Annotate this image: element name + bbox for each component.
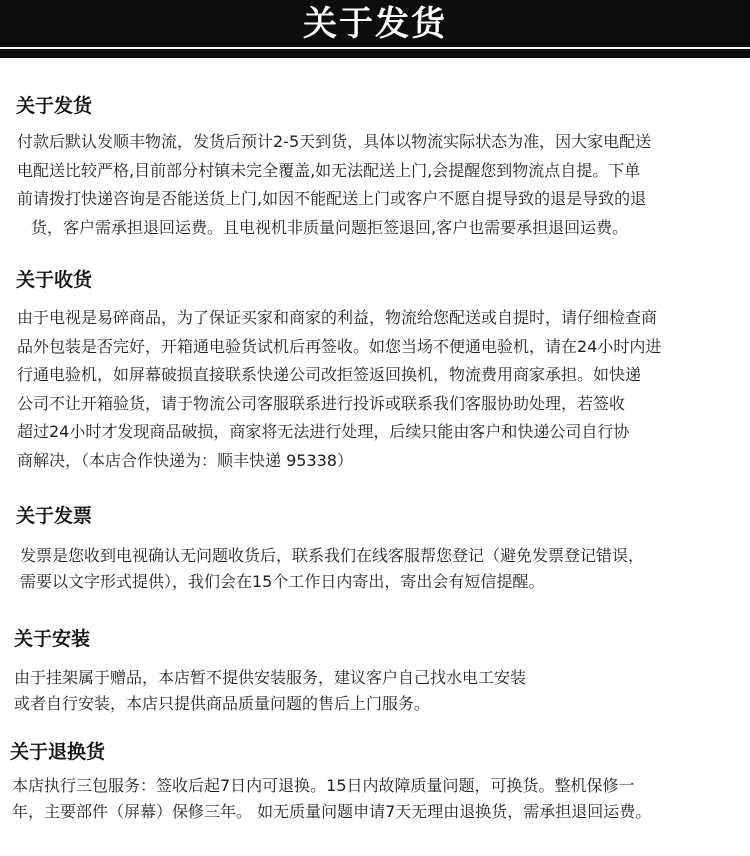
text-line: 付款后默认发顺丰物流，发货后预计2-5天到货，具体以物流实际状态为准，因大家电配送 — [17, 132, 652, 151]
header-banner — [0, 0, 750, 58]
text-line: 由于挂架属于赠品，本店暂不提供安装服务，建议客户自己找水电工安装 — [14, 668, 527, 687]
text-line: 品外包装是否完好，开箱通电验货试机后再签收。如您当场不便通电验机，请在24小时内进 — [17, 336, 662, 356]
text-line: 年，主要部件（屏幕）保修三年。 如无质量问题申请7天无理由退换货，需承担退回运费。 — [12, 802, 652, 821]
installation-heading: 关于安装 — [14, 628, 91, 650]
text-line: 行通电验机，如屏幕破损直接联系快递公司改拒签返回换机，物流费用商家承担。如快递 — [17, 365, 642, 385]
banner-underline — [0, 47, 750, 49]
invoice-heading: 关于发票 — [16, 505, 93, 527]
text-line: 或者自行安装，本店只提供商品质量问题的售后上门服务。 — [14, 694, 431, 713]
invoice-text — [20, 543, 644, 595]
text-line: 电配送比较严格,目前部分村镇未完全覆盖,如无法配送上门,会提醒您到物流点自提。下单 — [17, 160, 641, 180]
returns-text — [12, 773, 651, 825]
shipping-heading: 关于发货 — [16, 95, 93, 117]
text-line: 货，客户需承担退回运费。且电视机非质量问题拒签退回,客户也需要承担退回运费。 — [31, 217, 629, 237]
receiving-heading: 关于收货 — [16, 269, 93, 291]
text-line: 需要以文字形式提供），我们会在15个工作日内寄出，寄出会有短信提醒。 — [20, 572, 545, 591]
text-line: 由于电视是易碎商品，为了保证买家和商家的利益，物流给您配送或自提时，请仔细检查商 — [17, 308, 658, 327]
installation-text — [14, 665, 526, 717]
text-line: 发票是您收到电视确认无问题收货后，联系我们在线客服帮您登记（避免发票登记错误， — [20, 546, 645, 565]
banner-title: 关于发货 — [303, 4, 447, 44]
text-line: 公司不让开箱验货，请于物流公司客服联系进行投诉或联系我们客服协助处理，若签收 — [17, 393, 626, 413]
text-line: 本店执行三包服务：签收后起7日内可退换。15日内故障质量问题，可换货。整机保修一 — [12, 776, 635, 795]
returns-heading: 关于退换货 — [10, 741, 106, 763]
shipping-text — [17, 128, 651, 242]
text-line: 前请拨打快递咨询是否能送货上门,如因不能配送上门或客户不愿自提导致的退是导致的退 — [17, 189, 647, 209]
receiving-text — [17, 304, 661, 476]
text-line: 商解决，（本店合作快递为：顺丰快递 95338） — [17, 450, 353, 470]
text-line: 超过24小时才发现商品破损，商家将无法进行处理，后续只能由客户和快递公司自行协 — [17, 422, 630, 442]
